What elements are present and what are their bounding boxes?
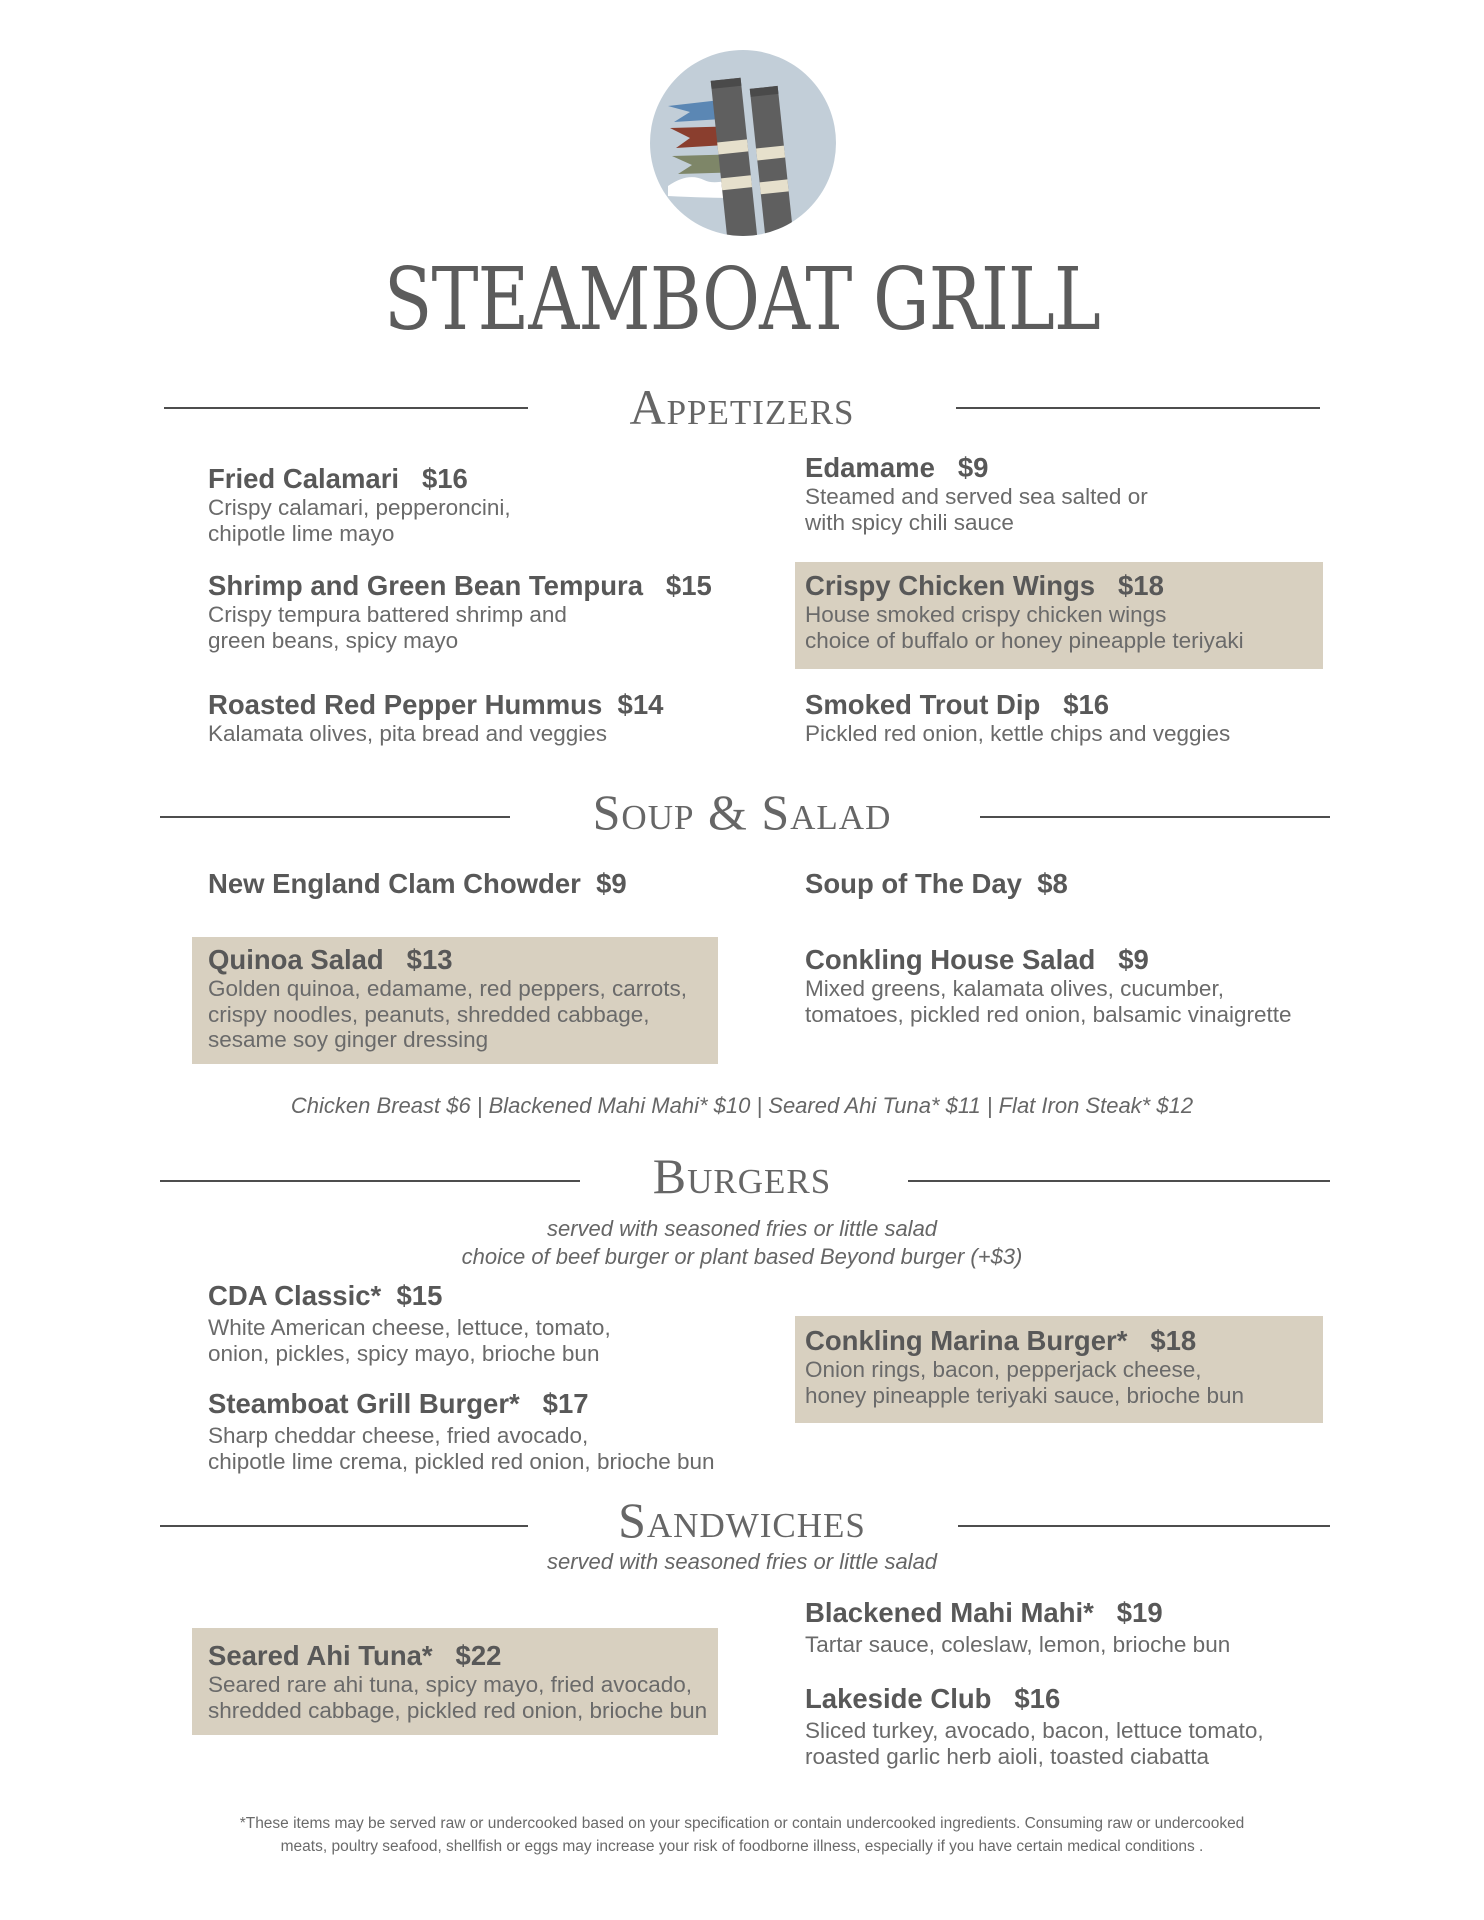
item-desc: honey pineapple teriyaki sauce, brioche bun: [805, 1382, 1245, 1408]
menu-item-soup-of-the-day: [805, 868, 1068, 900]
item-desc: Sliced turkey, avocado, bacon, lettuce tomato,: [805, 1717, 1264, 1743]
section-title-soup-salad: Soup & Salad: [592, 784, 892, 840]
section-title-burgers: Burgers: [652, 1148, 832, 1204]
item-desc: Kalamata olives, pita bread and veggies: [208, 720, 608, 746]
item-name: Conkling Marina Burger* $18: [805, 1325, 1197, 1356]
item-desc: White American cheese, lettuce, tomato,: [208, 1314, 611, 1340]
item-name: Fried Calamari $16: [208, 463, 468, 494]
item-desc: Tartar sauce, coleslaw, lemon, brioche bun: [805, 1631, 1231, 1657]
item-name: CDA Classic* $15: [208, 1280, 443, 1311]
item-name: Blackened Mahi Mahi* $19: [805, 1597, 1163, 1628]
item-name: Lakeside Club $16: [805, 1683, 1061, 1714]
menu-item-seared-ahi-tuna: [208, 1640, 707, 1723]
item-name: Steamboat Grill Burger* $17: [208, 1388, 589, 1419]
restaurant-name: STEAMBOAT GRILL: [383, 250, 1101, 350]
menu-item-conkling-marina-burger: [805, 1325, 1244, 1408]
item-name: Smoked Trout Dip $16: [805, 689, 1110, 720]
item-name: Shrimp and Green Bean Tempura $15: [208, 570, 712, 601]
burgers-note: choice of beef burger or plant based Beyond burger (+$3): [461, 1244, 1023, 1269]
salad-addons: Chicken Breast $6 | Blackened Mahi Mahi* $10 | Seared Ahi Tuna* $11 | Flat Iron Steak* $12: [290, 1093, 1194, 1118]
menu-item-conkling-house-salad: [805, 944, 1292, 1027]
item-desc: crispy noodles, peanuts, shredded cabbage,: [208, 1001, 650, 1027]
menu-item-steamboat-grill-burger: [208, 1388, 715, 1474]
menu-item-fried-calamari: [208, 463, 511, 546]
item-desc: onion, pickles, spicy mayo, brioche bun: [208, 1340, 600, 1366]
raw-food-disclaimer: [220, 1812, 1264, 1859]
item-name: Quinoa Salad $13: [208, 944, 453, 975]
item-desc: House smoked crispy chicken wings: [805, 601, 1167, 627]
item-desc: Pickled red onion, kettle chips and veggies: [805, 720, 1231, 746]
menu-item-shrimp-tempura: [208, 570, 712, 653]
item-name: Seared Ahi Tuna* $22: [208, 1640, 502, 1671]
menu-item-cda-classic: [208, 1280, 611, 1366]
item-desc: green beans, spicy mayo: [208, 627, 459, 653]
item-desc: chipotle lime crema, pickled red onion, brioche bun: [208, 1448, 715, 1474]
menu-item-lakeside-club: [805, 1683, 1264, 1769]
item-desc: with spicy chili sauce: [805, 509, 1014, 535]
item-name: New England Clam Chowder $9: [208, 868, 627, 899]
menu-item-hummus: [208, 689, 663, 747]
disclaimer-line: *These items may be served raw or undercooked based on your specification or contain undercooked ingredients. Consuming raw or undercooked: [239, 1815, 1245, 1832]
item-desc: Seared rare ahi tuna, spicy mayo, fried avocado,: [208, 1671, 693, 1697]
item-desc: Mixed greens, kalamata olives, cucumber,: [805, 975, 1224, 1001]
steamboat-logo-icon: [648, 48, 838, 238]
section-title-appetizers: Appetizers: [629, 379, 855, 435]
menu-item-smoked-trout-dip: [805, 689, 1230, 747]
item-desc: Onion rings, bacon, pepperjack cheese,: [805, 1356, 1202, 1382]
item-desc: Steamed and served sea salted or: [805, 483, 1148, 509]
item-name: Crispy Chicken Wings $18: [805, 570, 1164, 601]
item-desc: roasted garlic herb aioli, toasted ciabatta: [805, 1743, 1209, 1769]
item-desc: Crispy tempura battered shrimp and: [208, 601, 567, 627]
menu-item-clam-chowder: [208, 868, 627, 900]
item-desc: tomatoes, pickled red onion, balsamic vinaigrette: [805, 1001, 1292, 1027]
item-desc: choice of buffalo or honey pineapple teriyaki: [805, 627, 1244, 653]
item-name: Roasted Red Pepper Hummus $14: [208, 689, 664, 720]
item-name: Soup of The Day $8: [805, 868, 1068, 899]
sandwiches-note: served with seasoned fries or little salad: [546, 1549, 938, 1574]
item-desc: Golden quinoa, edamame, red peppers, carrots,: [208, 975, 688, 1001]
item-desc: shredded cabbage, pickled red onion, brioche bun: [208, 1697, 708, 1723]
item-desc: sesame soy ginger dressing: [208, 1027, 489, 1053]
menu-item-crispy-chicken-wings: [805, 570, 1244, 653]
menu-item-blackened-mahi-mahi: [805, 1597, 1230, 1658]
item-name: Conkling House Salad $9: [805, 944, 1149, 975]
item-desc: Crispy calamari, pepperoncini,: [208, 494, 511, 520]
item-desc: Sharp cheddar cheese, fried avocado,: [208, 1422, 589, 1448]
menu-item-edamame: [805, 452, 1148, 535]
item-name: Edamame $9: [805, 452, 989, 483]
menu-item-quinoa-salad: [208, 944, 687, 1053]
section-title-sandwiches: Sandwiches: [618, 1492, 866, 1548]
disclaimer-line: meats, poultry seafood, shellfish or eggs may increase your risk of foodborne illness, especially if you have certain medical conditions .: [280, 1838, 1204, 1856]
item-desc: chipotle lime mayo: [208, 520, 395, 546]
burgers-note: served with seasoned fries or little salad: [546, 1216, 938, 1241]
